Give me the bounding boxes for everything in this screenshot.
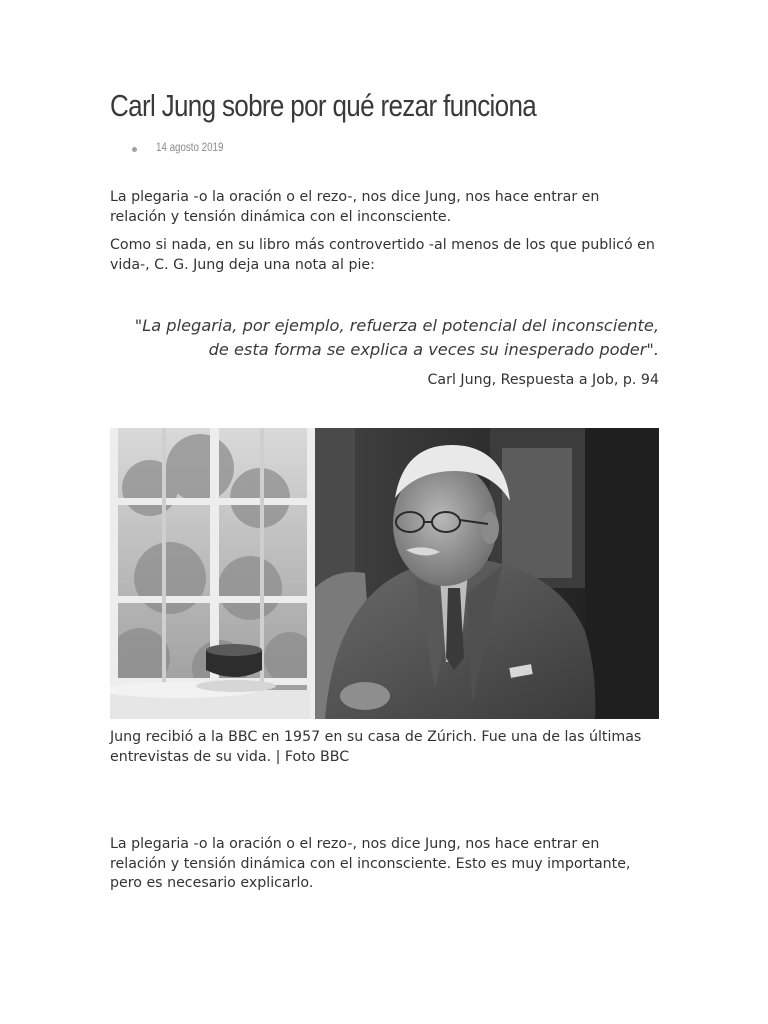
blockquote-text: "La plegaria, por ejemplo, refuerza el potencial del inconsciente, de esta forma se explica a veces su inesperado poder". [134, 316, 659, 359]
bullet-icon [132, 147, 137, 152]
article-title: Carl Jung sobre por qué rezar funciona [110, 88, 537, 123]
post-date: 14 agosto 2019 [156, 142, 224, 154]
jung-photo-illustration [110, 428, 659, 719]
body-paragraph: La plegaria -o la oración o el rezo-, nos dice Jung, nos hace entrar en relación y tensión dinámica con el inconsciente. Esto es muy importante, pero es necesario explicarlo. [110, 836, 631, 891]
quote-citation: Carl Jung, Respuesta a Job, p. 94 [427, 372, 659, 388]
intro-paragraph-2: Como si nada, en su libro más controvertido -al menos de los que publicó en vida-, C. G. Jung deja una nota al pie: [110, 237, 655, 273]
intro-paragraph-1: La plegaria -o la oración o el rezo-, nos dice Jung, nos hace entrar en relación y tensión dinámica con el inconsciente. [110, 189, 600, 225]
post-meta [110, 142, 410, 156]
photo-caption: Jung recibió a la BBC en 1957 en su casa de Zúrich. Fue una de las últimas entrevistas de su vida. | Foto BBC [110, 729, 642, 765]
article-photo [110, 428, 659, 719]
